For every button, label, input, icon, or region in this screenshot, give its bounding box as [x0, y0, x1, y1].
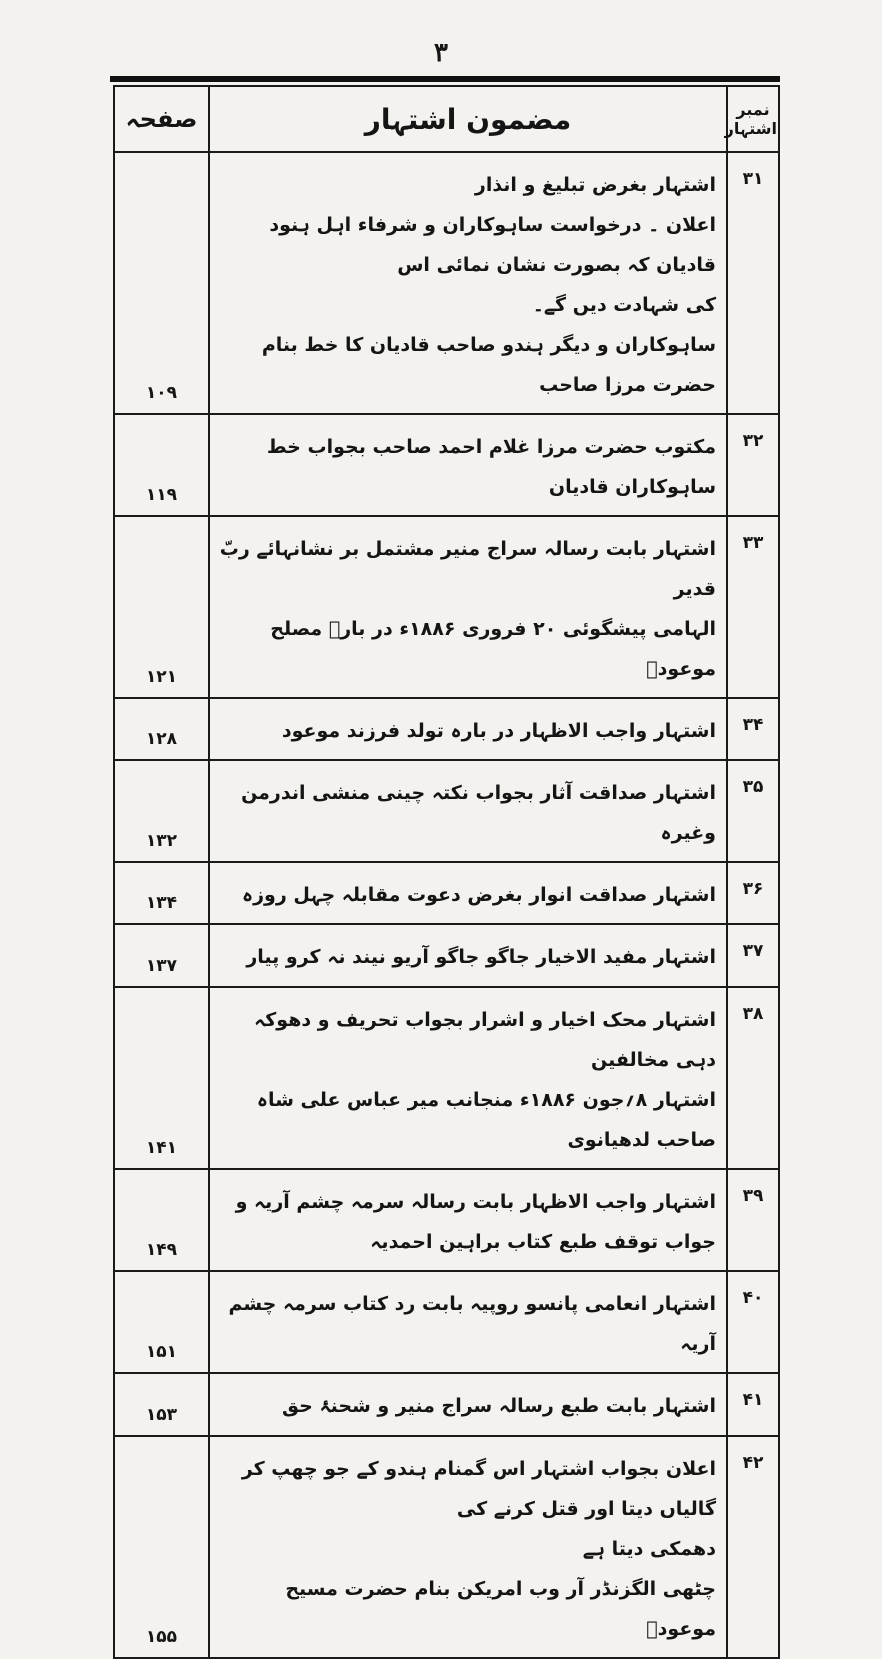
table-row: [114, 1271, 779, 1373]
page-number: ۳: [434, 38, 448, 68]
entry-number: ۳۱: [727, 152, 779, 414]
entry-page: ۱۴۹: [114, 1169, 209, 1271]
entry-page: ۱۲۸: [114, 698, 209, 760]
entry-line: اشتہار بابت طبع رسالہ سراج منیر و شحنۂ حق: [282, 1395, 716, 1417]
entry-number: ۳۸: [727, 987, 779, 1169]
entry-line: اشتہار بغرض تبلیغ و انذار: [474, 174, 716, 196]
entry-subject: [209, 1169, 727, 1271]
entry-page: ۱۳۴: [114, 862, 209, 924]
entry-line: اشتہار واجب الاظہار در بارہ تولد فرزند موعود: [281, 720, 716, 742]
entry-line: اشتہار واجب الاظہار بابت رسالہ سرمہ چشم آریہ و جواب توقف طبع کتاب براہین احمدیہ: [235, 1191, 716, 1253]
entry-line: اشتہار انعامی پانسو روپیہ بابت رد کتاب سرمہ چشم آریہ: [228, 1293, 716, 1355]
entry-line: چٹھی الگزنڈر آر وب امریکن بنام حضرت مسیح موعودؑ: [285, 1578, 716, 1640]
header-row: [114, 86, 779, 152]
entry-subject: [209, 1271, 727, 1373]
entry-page: ۱۵۱: [114, 1271, 209, 1373]
entry-line: اشتہار بابت رسالہ سراج منیر مشتمل بر نشانہائے ربّ قدیر: [219, 538, 716, 600]
entry-number: ۴۰: [727, 1271, 779, 1373]
entry-line: اشتہار مفید الاخیار جاگو جاگو آریو نیند نہ کرو پیار: [246, 946, 716, 968]
entry-page: ۱۱۹: [114, 414, 209, 516]
entry-number: ۳۶: [727, 862, 779, 924]
table-row: [114, 862, 779, 924]
entry-page: ۱۴۱: [114, 987, 209, 1169]
header-number: نمبر اشتہار: [727, 86, 779, 152]
entry-line: دھمکی دیتا ہے: [582, 1538, 716, 1560]
entry-number: ۴۱: [727, 1373, 779, 1436]
entry-subject: [209, 152, 727, 414]
entry-subject: [209, 414, 727, 516]
entry-page: ۱۵۵: [114, 1436, 209, 1658]
top-rule: [110, 76, 780, 82]
entry-page: ۱۵۳: [114, 1373, 209, 1436]
entry-subject: [209, 698, 727, 760]
entry-page: ۱۳۷: [114, 924, 209, 987]
entry-subject: [209, 987, 727, 1169]
entry-number: ۳۵: [727, 760, 779, 862]
entry-line: اشتہار صداقت انوار بغرض دعوت مقابلہ چہل روزہ: [241, 884, 716, 906]
entry-line: اعلان ۔ درخواست ساہوکاران و شرفاء اہل ہنود قادیان کہ بصورت نشان نمائی اس: [269, 214, 716, 276]
entry-page: ۱۲۱: [114, 516, 209, 698]
table-row: [114, 414, 779, 516]
table-row: [114, 987, 779, 1169]
entry-subject: [209, 862, 727, 924]
entry-line: اعلان بجواب اشتہار اس گمنام ہندو کے جو چھپ کر گالیاں دیتا اور قتل کرنے کی: [241, 1458, 716, 1520]
entry-line: ساہوکاران و دیگر ہندو صاحب قادیان کا خط بنام حضرت مرزا صاحب: [261, 334, 716, 396]
entry-subject: [209, 924, 727, 987]
entry-line: اشتہار محک اخیار و اشرار بجواب تحریف و دھوکہ دہی مخالفین: [254, 1009, 716, 1071]
table-row: [114, 760, 779, 862]
table-row: [114, 924, 779, 987]
entry-subject: [209, 1373, 727, 1436]
entry-line: اشتہار ۸؍جون ۱۸۸۶ء منجانب میر عباس علی شاہ صاحب لدھیانوی: [256, 1089, 716, 1151]
table-row: [114, 516, 779, 698]
entry-number: ۳۳: [727, 516, 779, 698]
entry-number: ۳۴: [727, 698, 779, 760]
entry-subject: [209, 760, 727, 862]
entry-line: کی شہادت دیں گے۔: [532, 294, 716, 316]
entry-number: ۳۷: [727, 924, 779, 987]
entry-page: ۱۳۲: [114, 760, 209, 862]
entry-line: الہامی پیشگوئی ۲۰ فروری ۱۸۸۶ء در بارہ مصلح موعودؑ: [270, 618, 716, 680]
entry-page: ۱۰۹: [114, 152, 209, 414]
entry-number: ۴۲: [727, 1436, 779, 1658]
entry-number: ۳۲: [727, 414, 779, 516]
header-subject: مضمون اشتہار: [209, 86, 727, 152]
entry-line: اشتہار صداقت آثار بجواب نکتہ چینی منشی اندرمن وغیرہ: [241, 782, 716, 844]
table-row: [114, 152, 779, 414]
table-row: [114, 1169, 779, 1271]
table-row: [114, 1436, 779, 1658]
table-row: [114, 1373, 779, 1436]
entry-subject: [209, 516, 727, 698]
header-page: صفحہ: [114, 86, 209, 152]
entry-number: ۳۹: [727, 1169, 779, 1271]
entry-line: مکتوب حضرت مرزا غلام احمد صاحب بجواب خط ساہوکاران قادیان: [266, 436, 716, 498]
entry-subject: [209, 1436, 727, 1658]
table-row: [114, 698, 779, 760]
contents-table: [113, 85, 780, 1659]
